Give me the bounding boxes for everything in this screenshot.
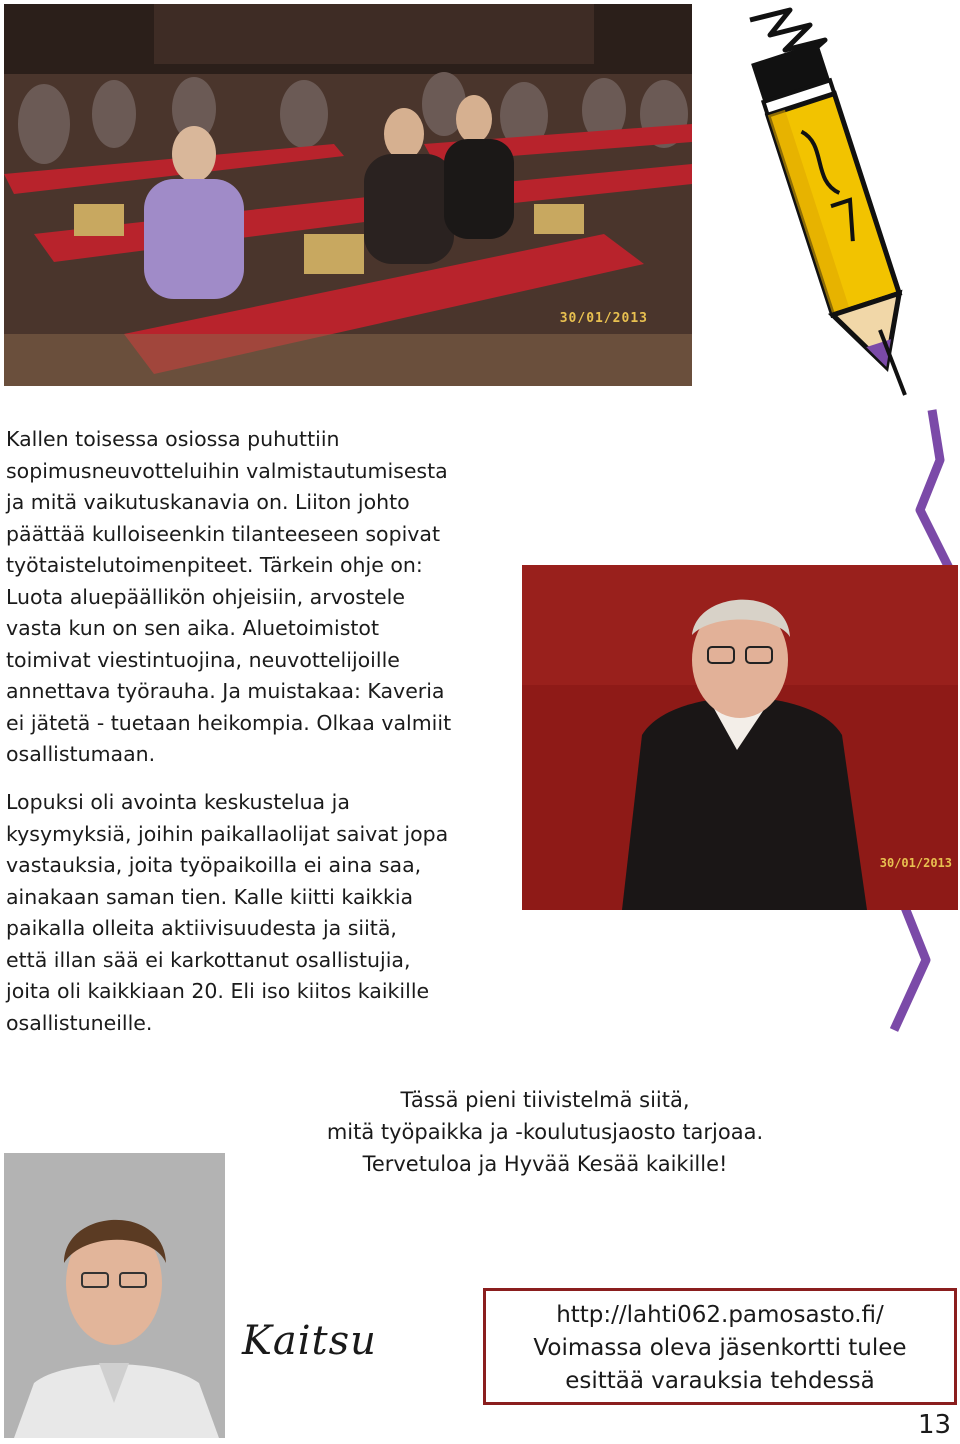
pencil-icon	[730, 0, 960, 400]
summary-text: Tässä pieni tiivistelmä siitä, mitä työpaikka ja -koulutusjaosto tarjoaa. Tervetuloa ja Hyvää Kesää kaikille!	[326, 1088, 764, 1176]
info-box: http://lahti062.pamosasto.fi/ Voimassa oleva jäsenkortti tulee esittää varauksia tehdessä	[483, 1288, 957, 1405]
classroom-photo	[4, 4, 692, 386]
page-number: 13	[918, 1410, 952, 1440]
author-portrait-photo	[4, 1153, 225, 1438]
article-paragraph-2: Lopuksi oli avointa keskustelua ja kysymyksiä, joihin paikallaolijat saivat jopa vastauksia, joita työpaikoilla ei aina saa, ainakaan saman tien. Kalle kiitti kaikkia paikalla olleita aktiivisuudesta ja siitä, että illan sää ei karkottanut osallistujia, joita oli kaikkiaan 20. Eli iso kiitos kaikille osallistuneille.	[6, 790, 449, 1035]
speaker-photo	[522, 565, 958, 910]
photo-date-stamp: 30/01/2013	[559, 311, 648, 326]
signature: Kaitsu	[242, 1318, 377, 1364]
article-paragraph-1: Kallen toisessa osiossa puhuttiin sopimusneuvotteluihin valmistautumisesta ja mitä vaikutuskanavia on. Liiton johto päättää kulloiseenkin tilanteeseen sopivat työtaistelutoimenpiteet. Tärkein ohje on: Luota aluepäällikön ohjeisiin, arvostele vasta kun on sen aika. Aluetoimistot toimivat viestintuojina, neuvottelijoille annettava työrauha. Ja muistakaa: Kaveria ei jätetä - tuetaan heikompia. Olkaa valmiit osallistumaan.	[6, 427, 452, 766]
photo-date-stamp: 30/01/2013	[879, 856, 952, 870]
